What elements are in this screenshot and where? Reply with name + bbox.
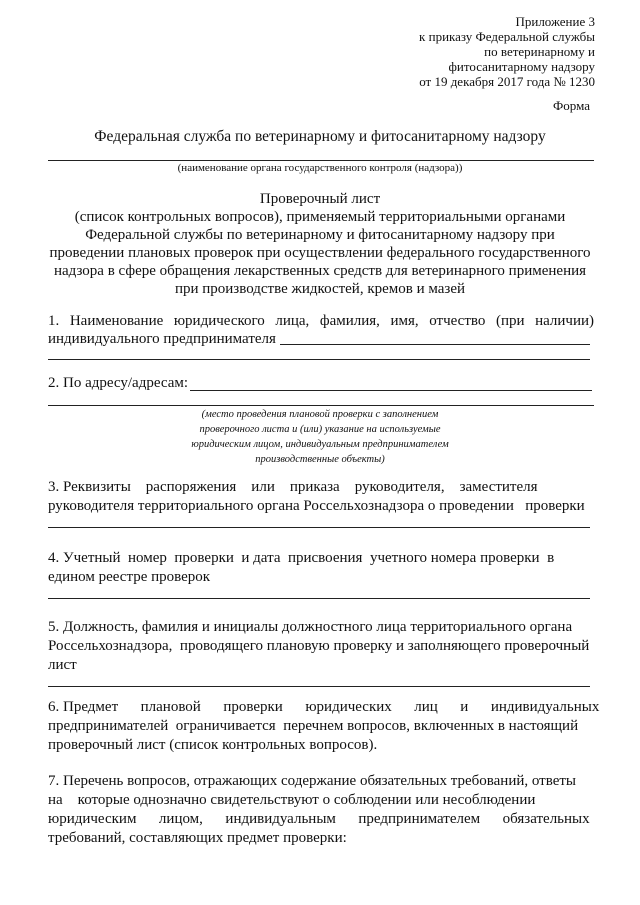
appendix-line: фитосанитарному надзору xyxy=(448,59,595,74)
item-2-fill-line[interactable] xyxy=(190,390,592,391)
item-5-line: Россельхознадзора, проводящего плановую проверку и заполняющего проверочный xyxy=(48,638,590,654)
appendix-line: от 19 декабря 2017 года № 1230 xyxy=(419,74,595,89)
item-7-line: требований, составляющих предмет проверки: xyxy=(48,830,347,846)
title-line: надзора в сфере обращения лекарственных средств для ветеринарного применения xyxy=(53,263,587,279)
appendix-header xyxy=(395,14,595,89)
appendix-line: по ветеринарному и xyxy=(484,44,595,59)
agency-underline xyxy=(48,160,594,161)
agency-name: Федеральная служба по ветеринарному и фитосанитарному надзору xyxy=(94,128,546,145)
item-5-line: лист xyxy=(48,657,77,673)
item-4-line: 4. Учетный номер проверки и дата присвоения учетного номера проверки в xyxy=(48,550,555,566)
item-3-line: руководителя территориального органа Россельхознадзора о проведении проверки xyxy=(48,498,585,514)
item-3-line: 3. Реквизиты распоряжения или приказа руководителя, заместителя xyxy=(48,479,538,495)
title-line: Проверочный лист xyxy=(259,191,381,207)
agency-caption: (наименование органа государственного контроля (надзора)) xyxy=(177,162,463,174)
item-1-label: индивидуального предпринимателя xyxy=(48,331,276,347)
item-7-line: на которые однозначно свидетельствуют о соблюдении или несоблюдении xyxy=(48,792,536,808)
checklist-title xyxy=(40,190,600,298)
item-7-line: юридическим лицом, индивидуальным предпринимателем обязательных xyxy=(48,811,590,827)
title-line: (список контрольных вопросов), применяемый территориальными органами xyxy=(74,209,566,225)
note-line: проверочного листа и (или) указание на используемые xyxy=(199,424,441,435)
item-5-fill-line[interactable] xyxy=(48,686,590,687)
title-line: Федеральной службы по ветеринарному и фитосанитарному надзору при xyxy=(85,227,555,243)
item-2-note xyxy=(140,407,500,467)
item-1-line2 xyxy=(48,330,594,349)
note-line: юридическим лицом, индивидуальным предпринимателем xyxy=(191,439,449,450)
item-1-fill-line-2[interactable] xyxy=(48,359,590,360)
item-1-fill-line[interactable] xyxy=(280,344,590,345)
note-line: производственные объекты) xyxy=(255,454,385,465)
form-label: Форма xyxy=(553,98,590,113)
item-6-line: 6. Предмет плановой проверки юридических лиц и индивидуальных xyxy=(48,699,600,715)
item-1 xyxy=(48,312,594,331)
item-1-line: 1. Наименование юридического лица, фамилия, имя, отчество (при наличии) xyxy=(48,313,594,329)
note-line: (место проведения плановой проверки с заполнением xyxy=(201,409,439,420)
item-2-fill-line-2[interactable] xyxy=(48,405,594,406)
item-7-line: 7. Перечень вопросов, отражающих содержание обязательных требований, ответы xyxy=(48,773,577,789)
title-line: при производстве жидкостей, кремов и мазей xyxy=(174,281,466,297)
item-4-line: едином реестре проверок xyxy=(48,569,211,585)
title-line: проведении плановых проверок при осуществлении федерального государственного xyxy=(49,245,591,261)
item-2-label: 2. По адресу/адресам: xyxy=(48,375,189,391)
item-5-line: 5. Должность, фамилия и инициалы должностного лица территориального органа xyxy=(48,619,573,635)
appendix-line: Приложение 3 xyxy=(515,14,595,29)
item-4-fill-line[interactable] xyxy=(48,598,590,599)
item-3-fill-line[interactable] xyxy=(48,527,590,528)
item-6-line: предпринимателей ограничивается перечнем вопросов, включенных в настоящий xyxy=(48,718,579,734)
appendix-line: к приказу Федеральной службы xyxy=(419,29,595,44)
item-6-line: проверочный лист (список контрольных вопросов). xyxy=(48,737,378,753)
